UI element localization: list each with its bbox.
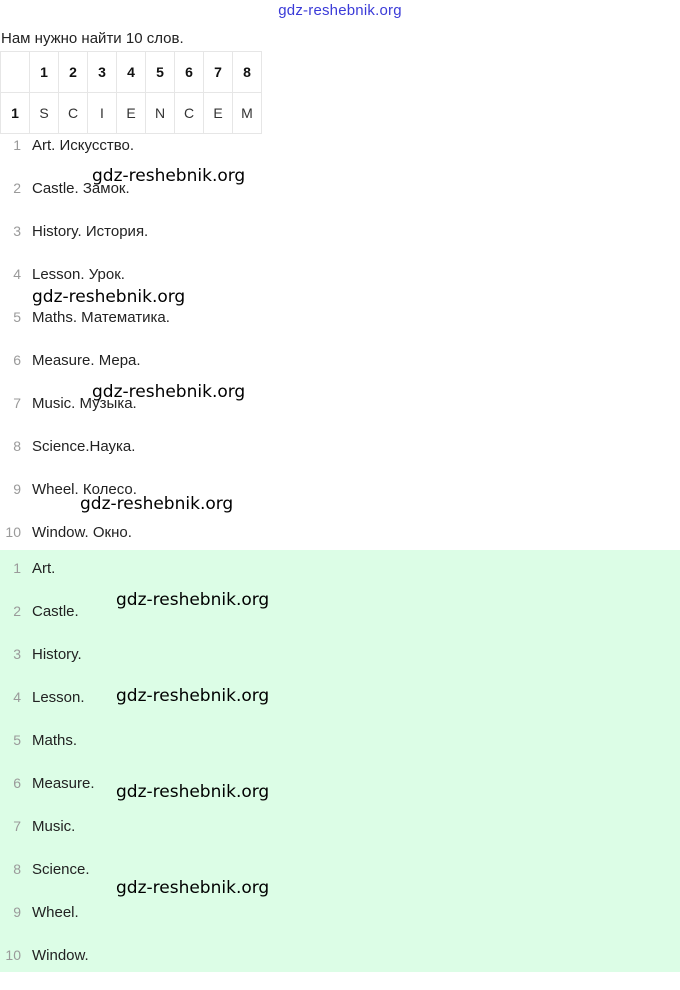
item-number: 2: [13, 603, 21, 619]
grid-col-header: 5: [146, 52, 175, 93]
item-number: 4: [13, 266, 21, 282]
item-number: 3: [13, 646, 21, 662]
watermark: gdz-reshebnik.org: [116, 686, 270, 706]
item-text: Window.: [32, 947, 89, 964]
watermark: gdz-reshebnik.org: [92, 166, 246, 186]
item-text: Castle. Замок.: [32, 180, 130, 197]
item-number: 1: [13, 137, 21, 153]
grid-cell: S: [30, 93, 59, 134]
list-item: [0, 180, 680, 223]
grid-corner: [1, 52, 30, 93]
item-number: 8: [13, 438, 21, 454]
list-item: [0, 818, 680, 861]
watermark: gdz-reshebnik.org: [32, 287, 186, 307]
item-text: Music.: [32, 818, 76, 835]
item-text: Measure.: [32, 775, 95, 792]
grid-col-header: 3: [88, 52, 117, 93]
list-item: [0, 775, 680, 818]
item-text: Lesson.: [32, 689, 85, 706]
site-link[interactable]: gdz-reshebnik.org: [278, 2, 402, 19]
intro-text: Нам нужно найти 10 слов.: [1, 30, 184, 47]
list-item: [0, 266, 680, 309]
watermark: gdz-reshebnik.org: [116, 590, 270, 610]
item-number: 7: [13, 395, 21, 411]
answers-panel: [0, 550, 680, 972]
grid-cell: C: [59, 93, 88, 134]
item-number: 9: [13, 481, 21, 497]
item-number: 10: [5, 947, 21, 963]
item-number: 4: [13, 689, 21, 705]
item-number: 2: [13, 180, 21, 196]
item-number: 6: [13, 775, 21, 791]
item-text: Castle.: [32, 603, 79, 620]
item-number: 5: [13, 732, 21, 748]
item-text: History. История.: [32, 223, 149, 240]
grid-cell: I: [88, 93, 117, 134]
item-text: Science.Наука.: [32, 438, 136, 455]
item-text: Art.: [32, 560, 56, 577]
grid-col-header: 4: [117, 52, 146, 93]
grid-cell: E: [117, 93, 146, 134]
list-item: [0, 352, 680, 395]
grid-row: [1, 93, 262, 134]
item-text: Maths. Математика.: [32, 309, 170, 326]
item-number: 8: [13, 861, 21, 877]
grid-header-row: [1, 52, 262, 93]
item-text: Lesson. Урок.: [32, 266, 125, 283]
item-text: Measure. Мера.: [32, 352, 141, 369]
watermark: gdz-reshebnik.org: [92, 382, 246, 402]
item-number: 7: [13, 818, 21, 834]
list-item: [0, 732, 680, 775]
grid-row-header: 1: [1, 93, 30, 134]
list-item: [0, 137, 680, 180]
item-text: Window. Окно.: [32, 524, 132, 541]
list-item: [0, 481, 680, 524]
list-item: [0, 438, 680, 481]
item-number: 5: [13, 309, 21, 325]
list-item: [0, 395, 680, 438]
grid-col-header: 2: [59, 52, 88, 93]
grid-cell: M: [233, 93, 262, 134]
grid-cell: N: [146, 93, 175, 134]
item-text: Art. Искусство.: [32, 137, 135, 154]
item-number: 9: [13, 904, 21, 920]
item-number: 3: [13, 223, 21, 239]
list-item: [0, 947, 680, 990]
item-text: Wheel. Колесо.: [32, 481, 137, 498]
list-item: [0, 646, 680, 689]
item-text: Wheel.: [32, 904, 79, 921]
list-item: [0, 861, 680, 904]
watermark: gdz-reshebnik.org: [116, 878, 270, 898]
item-number: 10: [5, 524, 21, 540]
item-number: 6: [13, 352, 21, 368]
grid-cell: C: [175, 93, 204, 134]
grid-col-header: 8: [233, 52, 262, 93]
list-item: [0, 603, 680, 646]
item-text: History.: [32, 646, 82, 663]
item-text: Maths.: [32, 732, 78, 749]
item-text: Science.: [32, 861, 90, 878]
item-text: Music. Музыка.: [32, 395, 137, 412]
watermark: gdz-reshebnik.org: [80, 494, 234, 514]
item-number: 1: [13, 560, 21, 576]
list-item: [0, 689, 680, 732]
watermark: gdz-reshebnik.org: [116, 782, 270, 802]
list-item: [0, 904, 680, 947]
grid-cell: E: [204, 93, 233, 134]
list-item: [0, 309, 680, 352]
grid-col-header: 7: [204, 52, 233, 93]
letter-grid: [0, 51, 262, 134]
list-item: [0, 560, 680, 603]
grid-col-header: 1: [30, 52, 59, 93]
list-item: [0, 223, 680, 266]
grid-col-header: 6: [175, 52, 204, 93]
